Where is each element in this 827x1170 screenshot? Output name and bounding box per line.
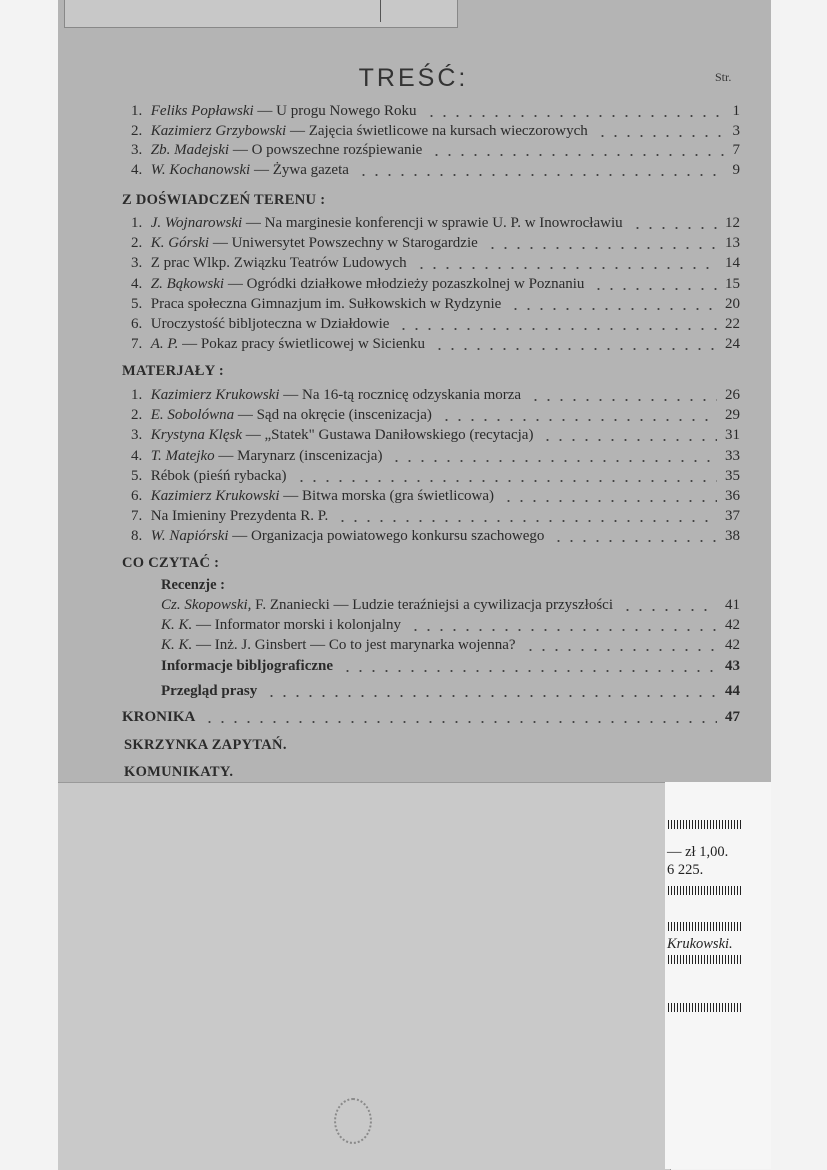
barcode-rule	[668, 820, 742, 829]
entry-text	[131, 255, 407, 271]
entry-page: 3	[732, 122, 740, 139]
entry-number: 3.	[131, 142, 143, 159]
dot-leader	[415, 267, 717, 269]
toc-entry	[131, 233, 740, 253]
entry-page: 36	[725, 488, 740, 504]
entry-author: W. Napiórski	[150, 528, 229, 545]
entry-page: 38	[725, 528, 740, 545]
entry-text	[161, 658, 333, 674]
dot-leader	[203, 721, 717, 723]
entry-author: K. K.	[161, 637, 193, 654]
entry-author: W. Kochanowski	[150, 162, 251, 179]
entry-author: E. Sobolówna	[150, 407, 235, 424]
entry-text	[131, 316, 389, 332]
toc-entry	[131, 466, 740, 486]
entry-number: 1.	[131, 215, 143, 231]
entry-text	[131, 427, 533, 443]
dot-leader	[552, 540, 717, 542]
toc-entry	[131, 334, 740, 354]
entry-page: 42	[725, 637, 740, 654]
entry-page: 15	[725, 275, 740, 292]
entry-text	[131, 123, 588, 139]
entry-text	[131, 336, 425, 352]
entry-page: 43	[725, 658, 740, 674]
entry-title: — Marynarz (inscenizacja)	[214, 447, 383, 464]
entry-text	[131, 468, 287, 484]
entry-text	[161, 597, 613, 613]
entry-number: 7.	[131, 336, 143, 353]
entry-text	[131, 103, 417, 119]
entry-author: K. Górski	[150, 235, 210, 252]
entry-author: Krystyna Klęsk	[150, 427, 242, 444]
entry-page: 44	[725, 683, 740, 699]
price-fragment: — zł 1,00.	[667, 844, 729, 860]
entry-title: — Na 16-tą rocznicę odzyskania morza	[279, 387, 522, 403]
entry-page: 37	[725, 508, 740, 525]
entry-text	[131, 448, 382, 464]
page-column-label: Str.	[715, 70, 732, 84]
dot-leader	[265, 695, 717, 697]
entry-author: T. Matejko	[150, 447, 215, 464]
dot-leader	[592, 288, 717, 290]
entry-text	[131, 407, 432, 423]
entry-author: Cz. Skopowski,	[161, 597, 252, 613]
entry-author: Feliks Popławski	[150, 103, 254, 119]
entry-page: 14	[725, 255, 740, 272]
entry-title: — Bitwa morska (gra świetlicowa)	[279, 488, 495, 504]
entry-author: A. P.	[150, 336, 179, 353]
entry-number: 6.	[131, 488, 143, 504]
barcode-rule	[668, 886, 742, 895]
top-paper-edge	[64, 0, 458, 28]
entry-title: Przegląd prasy	[161, 683, 258, 699]
entry-page: 9	[732, 162, 740, 179]
dot-leader	[433, 348, 717, 350]
dot-leader	[341, 670, 717, 672]
entry-text	[131, 528, 544, 544]
dot-leader	[596, 135, 725, 137]
entry-text	[131, 488, 494, 504]
tab-divider	[380, 0, 381, 22]
entry-text	[161, 617, 401, 633]
dot-leader	[486, 247, 717, 249]
section-heading: SKRZYNKA ZAPYTAŃ.	[124, 737, 287, 753]
entry-title: Rébok (pieśń rybacka)	[150, 467, 287, 484]
entry-title: — Organizacja powiatowego konkursu szachowego	[228, 528, 545, 545]
barcode-rule	[668, 955, 742, 964]
entry-title: Informacje bibljograficzne	[161, 658, 334, 674]
entry-author: Kazimierz Grzybowski	[150, 122, 287, 139]
entry-title: F. Znaniecki — Ludzie teraźniejsi a cywilizacja przyszłości	[251, 597, 613, 613]
entry-number: 3.	[131, 255, 143, 272]
entry-title: — Inż. J. Ginsbert — Co to jest marynarka wojenna?	[192, 637, 516, 654]
toc-entry	[131, 526, 740, 546]
dot-leader	[631, 227, 717, 229]
entry-number: 1.	[131, 103, 143, 119]
dot-leader	[390, 460, 717, 462]
stamp-mark	[334, 1098, 372, 1144]
entry-title: — Sąd na okręcie (inscenizacja)	[234, 407, 432, 424]
toc-entry	[131, 253, 740, 273]
entry-page: 29	[725, 407, 740, 424]
entry-text	[131, 387, 521, 403]
name-fragment: Krukowski.	[667, 936, 733, 952]
entry-title: — Informator morski i kolonjalny	[192, 617, 401, 634]
entry-title: Na Imieniny Prezydenta R. P.	[150, 508, 329, 525]
entry-title: KRONIKA	[122, 709, 196, 725]
entry-text	[131, 215, 623, 231]
entry-page: 42	[725, 617, 740, 634]
entry-page: 20	[725, 295, 740, 312]
entry-title: — U progu Nowego Roku	[253, 103, 417, 119]
dot-leader	[425, 115, 725, 117]
entry-title: — Pokaz pracy świetlicowej w Sicienku	[178, 336, 426, 353]
toc-entry	[161, 681, 740, 701]
entry-title: — „Statek" Gustawa Daniłowskiego (recytacja)	[242, 427, 534, 444]
toc-entry	[131, 101, 740, 121]
entry-title: — Ogródki działkowe młodzieży pozaszkolnej w Poznaniu	[224, 275, 585, 292]
section-heading: Recenzje :	[161, 577, 225, 593]
entry-author: Kazimierz Krukowski	[150, 488, 280, 504]
entry-number: 3.	[131, 427, 143, 444]
entry-text	[131, 162, 349, 178]
entry-page: 47	[725, 709, 740, 725]
dot-leader	[524, 649, 717, 651]
entry-page: 22	[725, 316, 740, 332]
section-heading: CO CZYTAĆ :	[122, 555, 220, 571]
entry-text	[131, 508, 328, 524]
dot-leader	[541, 439, 717, 441]
entry-author: Z. Bąkowski	[150, 275, 225, 292]
entry-title: Z prac Wlkp. Związku Teatrów Ludowych	[150, 255, 407, 272]
toc-entry	[122, 707, 740, 727]
entry-text	[131, 276, 584, 292]
dot-leader	[336, 520, 717, 522]
toc-entry	[131, 425, 740, 445]
entry-text	[161, 637, 516, 653]
entry-number: 7.	[131, 508, 143, 525]
entry-page: 24	[725, 336, 740, 353]
section-heading: KOMUNIKATY.	[124, 764, 234, 780]
dot-leader	[409, 629, 717, 631]
dot-leader	[440, 419, 717, 421]
toc-entry	[161, 595, 740, 615]
entry-page: 12	[725, 215, 740, 231]
entry-number: 5.	[131, 295, 143, 312]
dot-leader	[502, 500, 717, 502]
entry-page: 26	[725, 387, 740, 403]
toc-entry	[161, 615, 740, 635]
entry-number: 4.	[131, 275, 143, 292]
toc-entry	[161, 656, 740, 676]
toc-entry	[131, 213, 740, 233]
section-heading: MATERJAŁY :	[122, 363, 224, 379]
toc-entry	[131, 160, 740, 180]
side-strip	[665, 782, 771, 1169]
entry-author: J. Wojnarowski	[150, 215, 243, 231]
barcode-rule	[668, 922, 742, 931]
entry-text	[131, 235, 478, 251]
entry-title: Praca społeczna Gimnazjum im. Sułkowskich w Rydzynie	[150, 295, 502, 312]
toc-entry	[161, 635, 740, 655]
entry-title: — Żywa gazeta	[250, 162, 349, 179]
entry-author: K. K.	[161, 617, 193, 634]
entry-page: 13	[725, 235, 740, 252]
entry-number: 2.	[131, 122, 143, 139]
entry-page: 33	[725, 447, 740, 464]
dot-leader	[621, 609, 717, 611]
toc-entry	[131, 314, 740, 334]
barcode-rule	[668, 1003, 742, 1012]
toc-entry	[131, 385, 740, 405]
entry-page: 7	[732, 142, 740, 159]
dot-leader	[430, 154, 724, 156]
toc-entry	[131, 274, 740, 294]
entry-page: 31	[725, 427, 740, 444]
entry-author: Kazimierz Krukowski	[150, 387, 280, 403]
entry-title: — O powszechne rozśpiewanie	[229, 142, 423, 159]
entry-page: 35	[725, 467, 740, 484]
entry-number: 5.	[131, 467, 143, 484]
entry-number: 2.	[131, 407, 143, 424]
entry-number: 1.	[131, 387, 143, 403]
entry-text	[122, 709, 195, 725]
entry-page: 1	[732, 103, 740, 119]
entry-number: 4.	[131, 162, 143, 179]
toc-entry	[131, 121, 740, 141]
toc-entry	[131, 140, 740, 160]
entry-number: 8.	[131, 528, 143, 545]
dot-leader	[509, 308, 717, 310]
number-fragment: 6 225.	[667, 862, 704, 878]
dot-leader	[397, 328, 717, 330]
page-title: TREŚĆ:	[358, 64, 469, 92]
entry-text	[131, 296, 501, 312]
entry-title: — Zajęcia świetlicowe na kursach wieczorowych	[286, 122, 588, 139]
entry-number: 6.	[131, 316, 143, 332]
toc-entry	[131, 506, 740, 526]
toc-entry	[131, 446, 740, 466]
toc-entry	[131, 294, 740, 314]
toc-entry	[131, 405, 740, 425]
dot-leader	[295, 480, 717, 482]
entry-number: 4.	[131, 447, 143, 464]
entry-author: Zb. Madejski	[150, 142, 230, 159]
entry-title: — Uniwersytet Powszechny w Starogardzie	[209, 235, 478, 252]
dot-leader	[357, 174, 725, 176]
toc-entry	[131, 486, 740, 506]
section-heading: Z DOŚWIADCZEŃ TERENU :	[122, 192, 326, 208]
dot-leader	[529, 399, 717, 401]
entry-title: — Na marginesie konferencji w sprawie U. P. w Inowrocławiu	[242, 215, 623, 231]
entry-text	[131, 142, 422, 158]
entry-number: 2.	[131, 235, 143, 252]
entry-title: Uroczystość bibljoteczna w Działdowie	[150, 316, 390, 332]
entry-text	[161, 683, 257, 699]
entry-page: 41	[725, 597, 740, 613]
